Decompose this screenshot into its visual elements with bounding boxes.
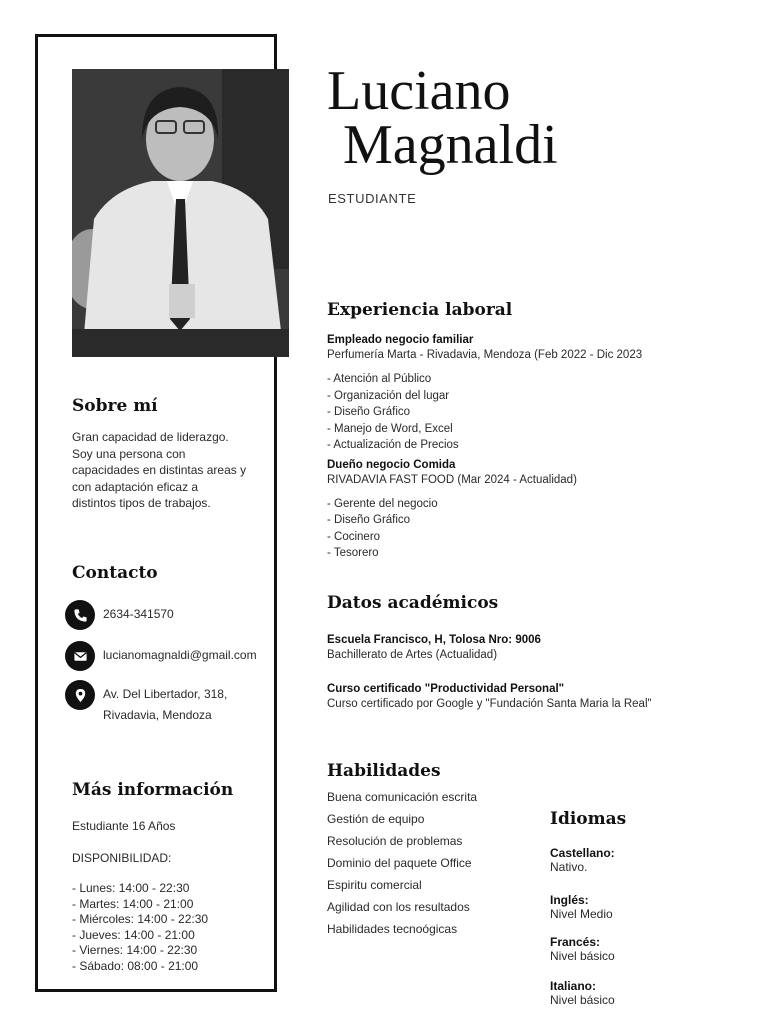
experience-title: Experiencia laboral [327, 300, 513, 320]
address [103, 680, 227, 726]
phone-number[interactable]: 2634-341570 [103, 607, 174, 621]
education-entry-title: Curso certificado "Productividad Personal" [327, 683, 565, 695]
skills-list [327, 788, 477, 942]
about-line: con adaptación eficaz a [72, 479, 199, 494]
duty-item: - Organización del lugar [327, 389, 450, 402]
schedule-item: - Lunes: 14:00 - 22:30 [72, 881, 190, 895]
skill-item: Habilidades tecnoógicas [327, 922, 458, 936]
contact-section [72, 563, 272, 583]
job-duties [327, 496, 747, 562]
languages-title-wrap [550, 809, 626, 829]
contact-email-row [65, 641, 257, 671]
schedule-item: - Viernes: 14:00 - 22:30 [72, 943, 198, 958]
skill-item: Buena comunicación escrita [327, 790, 478, 804]
profile-photo [72, 69, 289, 357]
last-name: Magnaldi [343, 114, 558, 176]
about-line: distintos tipos de trabajos. [72, 496, 211, 510]
education-entry [327, 682, 747, 712]
email-address[interactable]: lucianomagnaldi@gmail.com [103, 648, 257, 662]
skill-item: Dominio del paquete Office [327, 856, 472, 870]
about-line: Soy una persona con [72, 446, 186, 461]
language-entry [550, 979, 615, 1007]
language-entry [550, 893, 613, 921]
skills-section-title-wrap [327, 761, 441, 781]
about-line: Gran capacidad de liderazgo. [72, 430, 229, 444]
job-title: Empleado negocio familiar [327, 334, 474, 346]
experience-section [327, 300, 747, 562]
language-level: Nivel básico [550, 949, 615, 963]
language-name: Italiano: [550, 979, 597, 993]
job-subtitle: Perfumería Marta - Rivadavia, Mendoza (Feb 2022 - Dic 2023 [327, 349, 643, 361]
language-entry [550, 846, 615, 874]
language-level: Nivel básico [550, 993, 615, 1007]
duty-item: - Gerente del negocio [327, 497, 438, 510]
skill-item: Resolución de problemas [327, 834, 463, 848]
duty-item: - Actualización de Precios [327, 439, 459, 451]
about-line: capacidades en distintas areas y [72, 463, 247, 477]
role-title: ESTUDIANTE [328, 191, 417, 206]
availability-label: DISPONIBILIDAD: [72, 850, 172, 865]
language-name: Francés: [550, 935, 601, 949]
address-line-2: Rivadavia, Mendoza [103, 708, 212, 722]
schedule-item: - Jueves: 14:00 - 21:00 [72, 927, 195, 942]
skills-title: Habilidades [327, 761, 441, 781]
contact-address-row [65, 680, 227, 726]
language-level: Nativo. [550, 860, 588, 874]
skill-item: Agilidad con los resultados [327, 900, 470, 914]
first-name: Luciano [327, 60, 511, 122]
job-title: Dueño negocio Comida [327, 458, 456, 471]
education-section [327, 593, 747, 712]
languages-title: Idiomas [550, 809, 627, 829]
job-duties [327, 371, 747, 454]
language-name: Inglés: [550, 893, 589, 907]
about-section [72, 396, 272, 512]
language-level: Nivel Medio [550, 907, 613, 921]
education-entry-subtitle: Curso certificado por Google y "Fundación Santa Maria la Real" [327, 698, 652, 710]
envelope-icon [65, 641, 95, 671]
job-entry [327, 458, 747, 562]
contact-title: Contacto [72, 563, 158, 583]
language-entry [550, 935, 615, 963]
skill-item: Espiritu comercial [327, 878, 422, 892]
schedule-item: - Martes: 14:00 - 21:00 [72, 896, 194, 911]
about-title: Sobre mí [72, 396, 158, 416]
candidate-name [327, 60, 558, 176]
education-entry-subtitle: Bachillerato de Artes (Actualidad) [327, 649, 498, 661]
contact-phone-row [65, 600, 174, 630]
schedule-item: - Miércoles: 14:00 - 22:30 [72, 912, 209, 927]
duty-item: - Atención al Público [327, 373, 432, 385]
duty-item: - Diseño Gráfico [327, 406, 411, 418]
education-entry [327, 633, 747, 663]
duty-item: - Diseño Gráfico [327, 514, 411, 526]
address-line-1: Av. Del Libertador, 318, [103, 687, 228, 701]
duty-item: - Manejo de Word, Excel [327, 422, 453, 435]
age-text: Estudiante 16 Años [72, 819, 176, 833]
job-entry [327, 333, 747, 454]
education-title: Datos académicos [327, 593, 499, 613]
more-info-title: Más información [72, 780, 234, 800]
about-text [72, 429, 272, 512]
schedule-list [72, 881, 272, 975]
job-subtitle: RIVADAVIA FAST FOOD (Mar 2024 - Actualidad) [327, 473, 577, 486]
phone-icon [65, 600, 95, 630]
duty-item: - Cocinero [327, 530, 381, 543]
duty-item: - Tesorero [327, 547, 379, 559]
skill-item: Gestión de equipo [327, 812, 425, 826]
education-entry-title: Escuela Francisco, H, Tolosa Nro: 9006 [327, 634, 541, 646]
language-name: Castellano: [550, 846, 615, 860]
location-pin-icon [65, 680, 95, 710]
more-info-section [72, 780, 272, 975]
schedule-item: - Sábado: 08:00 - 21:00 [72, 958, 199, 973]
